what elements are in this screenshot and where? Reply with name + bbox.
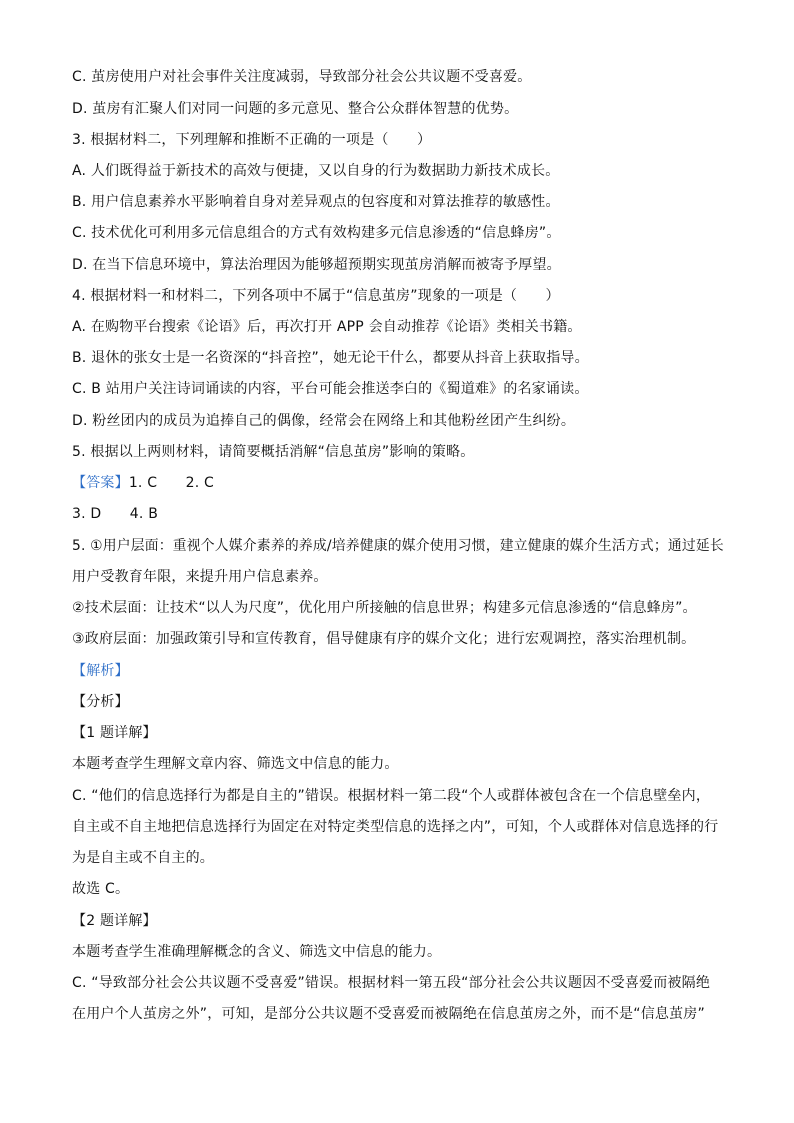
detail-1-line-3: 自主或不自主地把信息选择行为固定在对特定类型信息的选择之内”，可知，个人或群体对信息选择的行 <box>72 819 719 835</box>
detail-2-title: 【2 题详解】 <box>72 913 157 929</box>
detail-1-line-5: 故选 C。 <box>72 881 130 897</box>
answer-5-part2: ②技术层面：让技术“以人为尺度”，优化用户所接触的信息世界；构建多元信息渗透的“信息蜂房”。 <box>72 600 697 616</box>
answer-line-1 <box>72 474 724 492</box>
answer-values-1: 1. C 2. C <box>128 475 214 491</box>
option-4d: D. 粉丝团内的成员为追捧自己的偶像，经常会在网络上和其他粉丝团产生纠纷。 <box>72 413 576 429</box>
analysis-heading: 【分析】 <box>72 694 129 710</box>
detail-1-line-1: 本题考查学生理解文章内容、筛选文中信息的能力。 <box>72 756 399 772</box>
detail-2-line-3: 在用户个人茧房之外”，可知，是部分公共议题不受喜爱而被隔绝在信息茧房之外，而不是“信息茧房” <box>72 1006 705 1022</box>
detail-1-title: 【1 题详解】 <box>72 725 157 741</box>
option-3d: D. 在当下信息环境中，算法治理因为能够超预期实现茧房消解而被寄予厚望。 <box>72 257 561 273</box>
option-4b: B. 退休的张女士是一名资深的“抖音控”，她无论干什么，都要从抖音上获取指导。 <box>72 350 589 366</box>
option-4c: C. B 站用户关注诗词诵读的内容，平台可能会推送李白的《蜀道难》的名家诵读。 <box>72 381 589 397</box>
answer-5-part1b: 用户受教育年限，来提升用户信息素养。 <box>72 569 328 585</box>
analysis-label: 【解析】 <box>72 663 129 679</box>
question-3: 3. 根据材料二，下列理解和推断不正确的一项是（ ） <box>72 132 432 148</box>
detail-1-line-4: 为是自主或不自主的。 <box>72 850 214 866</box>
question-5: 5. 根据以上两则材料，请简要概括消解“信息茧房”影响的策略。 <box>72 444 475 460</box>
answer-5-part3: ③政府层面：加强政策引导和宣传教育，倡导健康有序的媒介文化；进行宏观调控，落实治理机制。 <box>72 631 696 647</box>
answer-5-part1a: 5. ①用户层面：重视个人媒介素养的养成/培养健康的媒介使用习惯，建立健康的媒介生活方式；通过延长 <box>72 538 724 554</box>
option-3c: C. 技术优化可利用多元信息组合的方式有效构建多元信息渗透的“信息蜂房”。 <box>72 225 561 241</box>
answer-label: 【答案】 <box>72 475 129 491</box>
option-2d: D. 茧房有汇聚人们对同一问题的多元意见、整合公众群体智慧的优势。 <box>72 101 519 117</box>
detail-1-line-2: C. “他们的信息选择行为都是自主的”错误。根据材料一第二段“个人或群体被包含在一个信息壁垒内， <box>72 788 711 804</box>
question-4: 4. 根据材料一和材料二，下列各项中不属于“信息茧房”现象的一项是（ ） <box>72 288 560 304</box>
detail-2-line-2: C. “导致部分社会公共议题不受喜爱”错误。根据材料一第五段“部分社会公共议题因不受喜爱而被隔绝 <box>72 975 711 991</box>
answer-values-2: 3. D 4. B <box>72 506 158 522</box>
option-3a: A. 人们既得益于新技术的高效与便捷，又以自身的行为数据助力新技术成长。 <box>72 163 560 179</box>
option-2c: C. 茧房使用户对社会事件关注度减弱，导致部分社会公共议题不受喜爱。 <box>72 69 532 85</box>
option-3b: B. 用户信息素养水平影响着自身对差异观点的包容度和对算法推荐的敏感性。 <box>72 194 560 210</box>
detail-2-line-1: 本题考查学生准确理解概念的含义、筛选文中信息的能力。 <box>72 944 442 960</box>
option-4a: A. 在购物平台搜索《论语》后，再次打开 APP 会自动推荐《论语》类相关书籍。 <box>72 319 582 335</box>
